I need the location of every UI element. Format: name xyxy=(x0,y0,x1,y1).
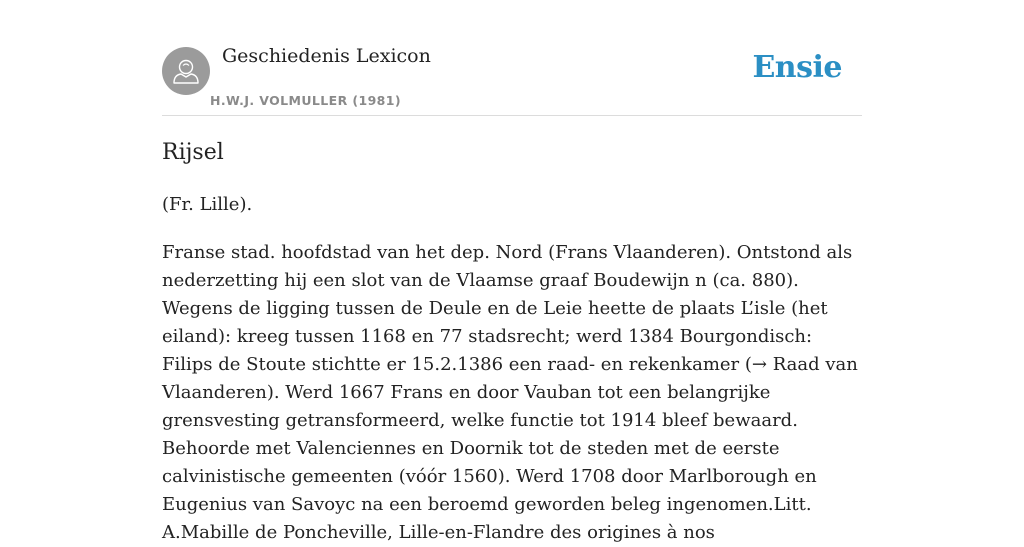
source-title[interactable]: Geschiedenis Lexicon xyxy=(222,45,431,67)
entry-body: Franse stad. hoofdstad van het dep. Nord (Frans Vlaanderen). Ontstond als nederzetting hij een slot van de Vlaamse graaf Boudewijn n (ca. 880). Wegens de ligging tussen de Deule en de Leie heette de plaats L’isle (het eiland): kreeg tussen 1168 en 77 stadsrecht; werd 1384 Bourgondisch: Filips de Stoute stichtte er 15.2.1386 een raad- en rekenkamer (→ Raad van Vlaanderen). Werd 1667 Frans en door Vauban tot een belangrijke grensvesting getransformeerd, welke functie tot 1914 bleef bewaard. Behoorde met Valenciennes en Doornik tot de steden met de eerste calvinistische gemeenten (vóór 1560). Werd 1708 door Marlborough en Eugenius van Savoyc na een beroemd geworden beleg ingenomen.Litt. A.Mabille de Poncheville, Lille-en-Flandre des origines à nos xyxy=(162,242,858,543)
user-icon xyxy=(162,47,210,95)
brand-logo[interactable]: Ensie xyxy=(752,50,842,85)
source-author[interactable]: H.W.J. VOLMULLER (1981) xyxy=(210,93,401,108)
entry-title: Rijsel xyxy=(162,140,224,165)
avatar[interactable] xyxy=(162,47,210,95)
entry-short-description: (Fr. Lille). xyxy=(162,194,253,215)
header xyxy=(162,0,862,116)
page xyxy=(162,0,862,543)
